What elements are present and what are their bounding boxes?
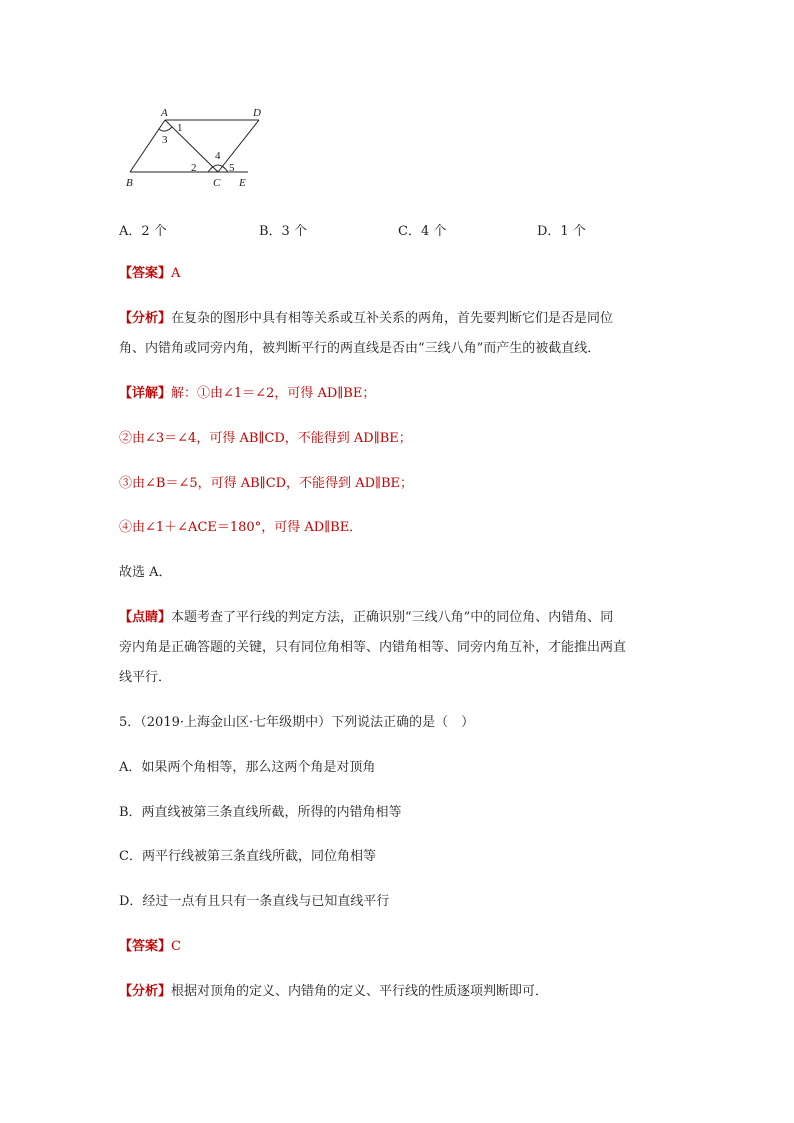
q4-detail-line-2: ②由∠3＝∠4，可得 AB∥CD，不能得到 AD∥BE；	[119, 431, 412, 446]
label-C: C	[213, 177, 221, 189]
label-angle-3: 3	[162, 134, 168, 146]
q4-detail-line-1	[119, 384, 375, 404]
label-angle-1: 1	[177, 122, 183, 134]
q4-answer	[119, 264, 180, 284]
angle-arc-C	[208, 165, 228, 172]
q4-comment-line-1	[119, 608, 613, 628]
q4-detail-line-4: ④由∠1＋∠ACE＝180°，可得 AD∥BE．	[119, 520, 363, 535]
label-angle-2: 2	[191, 162, 197, 174]
q4-comment-line-3: 线平行．	[119, 670, 172, 685]
q4-choose: 故选 A．	[119, 565, 172, 580]
detail-text: 解：①由∠1＝∠2，可得 AD∥BE；	[171, 386, 376, 401]
analysis-tag: 【分析】	[119, 984, 172, 999]
q4-detail-line-3: ③由∠B＝∠5，可得 AB∥CD，不能得到 AD∥BE；	[119, 476, 414, 491]
q4-analysis-line-1	[119, 309, 613, 329]
answer-value: A	[171, 266, 181, 281]
analysis-text: 在复杂的图形中具有相等关系或互补关系的两角，首先要判断它们是否是同位	[171, 311, 614, 326]
segment-CD	[218, 120, 259, 172]
q5-option-c: C．两平行线被第三条直线所截，同位角相等	[119, 849, 376, 864]
option-b: B．3 个	[259, 224, 307, 239]
option-c: C．4 个	[398, 224, 447, 239]
analysis-text: 根据对顶角的定义、内错角的定义、平行线的性质逐项判断即可．	[171, 984, 549, 999]
label-angle-5: 5	[229, 162, 235, 174]
answer-tag: 【答案】	[119, 939, 172, 954]
label-D: D	[253, 107, 261, 119]
q5-option-b: B．两直线被第三条直线所截，所得的内错角相等	[119, 805, 402, 820]
angle-arc-A	[159, 127, 172, 131]
answer-tag: 【答案】	[119, 266, 172, 281]
q4-analysis-line-2: 角、内错角或同旁内角，被判断平行的两直线是否由“三线八角”而产生的被截直线．	[119, 341, 601, 356]
detail-tag: 【详解】	[119, 386, 172, 401]
q5-option-d: D．经过一点有且只有一条直线与已知直线平行	[119, 894, 390, 909]
q4-comment-line-2: 旁内角是正确答题的关键，只有同位角相等、内错角相等、同旁内角互补，才能推出两直	[119, 640, 627, 655]
label-B: B	[126, 177, 133, 189]
q5-stem: 5．（2019·上海金山区·七年级期中）下列说法正确的是（ ）	[119, 715, 475, 730]
q5-answer	[119, 937, 181, 957]
label-A: A	[161, 107, 168, 119]
comment-text: 本题考查了平行线的判定方法，正确识别“三线八角”中的同位角、内错角、同	[171, 610, 614, 625]
option-a: A．2 个	[119, 224, 167, 239]
segment-AB	[130, 120, 165, 172]
q5-analysis	[119, 982, 548, 1002]
comment-tag: 【点睛】	[119, 610, 172, 625]
label-E: E	[239, 177, 246, 189]
label-angle-4: 4	[215, 150, 221, 162]
q5-option-a: A．如果两个角相等，那么这两个角是对顶角	[119, 760, 376, 775]
geometry-figure	[118, 100, 278, 200]
analysis-tag: 【分析】	[119, 311, 172, 326]
option-d: D．1 个	[537, 224, 586, 239]
answer-value: C	[171, 939, 181, 954]
